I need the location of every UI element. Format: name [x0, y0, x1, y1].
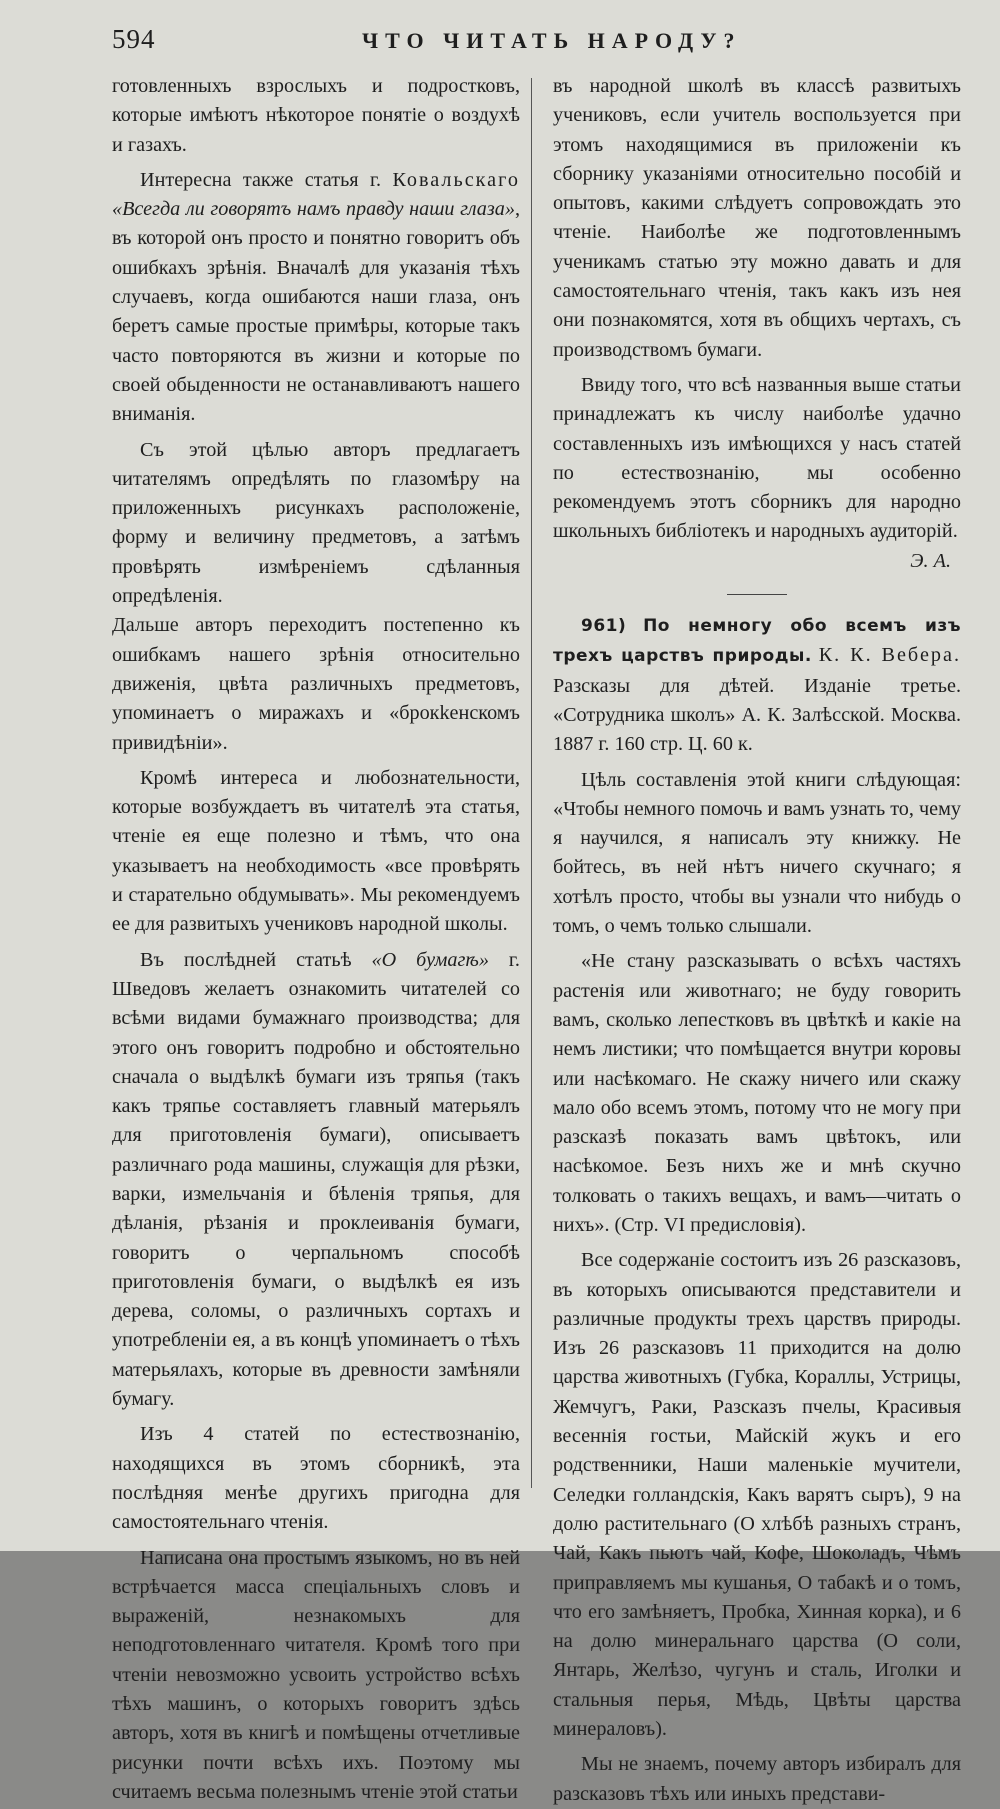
article-title: «Всегда ли говорятъ намъ правду наши глаза» [112, 198, 515, 221]
entry-author: К. К. Вебера. [818, 644, 962, 667]
paragraph: Дальше авторъ переходитъ постепенно къ ошибкамъ нашего зрѣнія относительно движенія, цвѣта различныхъ предметовъ, упоминаетъ о миражахъ и «брокkенскомъ привидѣніи». [112, 614, 520, 754]
reviewer-signature: Э. А. [910, 549, 951, 572]
paragraph: Все содержаніе состоитъ изъ 26 разсказовъ, въ которыхъ описываются представители и различные продукты трехъ царствъ природы. Изъ 26 разсказовъ 11 приходится на долю царства животныхъ (Губка, Кораллы, Устрицы, Жемчугъ, Раки, Разсказъ пчелы, Красивыя весеннія гостьи, Майскій жукъ и его родственники, Наши маленькіе мучители, Селедки голландскія, Какъ варятъ сыръ), 9 на долю растительнаго (О хлѣбѣ разныхъ странъ, Чай, Какъ пьютъ чай, Кофе, Шоколадъ, Чѣмъ приправляемъ мы кушанья, О табакѣ и о томъ, что его замѣняетъ, Пробка, Хинная корка), и 6 на долю минеральнаго царства (О соли, Янтарь, Желѣзо, чугунъ и сталь, Иголки и стальныя перья, Мѣдь, Цвѣты царства минераловъ). [553, 1249, 961, 1741]
author-name: Шведовъ [112, 977, 191, 1000]
right-column [553, 72, 961, 1809]
paragraph: Ввиду того, что всѣ названныя выше статьи принадлежатъ къ числу наиболѣе удачно составленныхъ изъ имѣющихся у насъ статей по естествознанію, мы особенно рекомендуемъ этотъ сборникъ для народно школьныхъ библіотекъ и народныхъ аудиторій. [553, 373, 961, 543]
page-number: 594 [112, 24, 156, 54]
left-column [112, 72, 520, 1807]
entry-number: 961) [581, 616, 627, 637]
paragraph: готовленныхъ взрослыхъ и подростковъ, которые имѣютъ нѣкоторое понятіе о воздухѣ и газахъ. [112, 75, 520, 156]
paragraph: Написана она простымъ языкомъ, но въ ней встрѣчается масса спеціальныхъ словъ и выраженій, незнакомыхъ для неподготовленнаго читателя. Кромѣ того при чтеніи невозможно усвоить устройство всѣхъ тѣхъ машинъ, о которыхъ говоритъ здѣсь авторъ, хотя въ книгѣ и помѣщены отчетливые рисунки почти всѣхъ ихъ. Поэтому мы считаемъ весьма полезнымъ чтеніе этой статьи [112, 1546, 520, 1803]
paragraph: Въ послѣдней статьѣ «О бумагѣ» г. Шведовъ желаетъ ознакомить читателей со всѣми видами бумажнаго производства; для этого онъ говоритъ подробно и обстоятельно сначала о выдѣлкѣ бумаги изъ тряпья (такъ какъ тряпье составляетъ главный матерьялъ для приготовленія бумаги), описываетъ различнаго рода машины, служащія для рѣзки, варки, измельчанія и бѣленія тряпья, для дѣланія, рѣзанія и проклеиванія бумаги, говоритъ о черпальномъ способѣ приготовленія бумаги, о выдѣлкѣ ея изъ дерева, соломы, о различныхъ сортахъ и употребленіи ея, а въ концѣ упоминаетъ о тѣхъ матерьялахъ, которые въ древности замѣняли бумагу. [112, 948, 520, 1411]
page-header [112, 24, 960, 64]
paragraph: Кромѣ интереса и любознательности, которые возбуждаетъ въ читателѣ эта статья, чтеніе ея еще полезно и тѣмъ, что она указываетъ на необходимость «все провѣрять и старательно обдумывать». Мы рекомендуемъ ее для развитыхъ учениковъ народной школы. [112, 766, 520, 936]
paragraph: Изъ 4 статей по естествознанію, находящихся въ этомъ сборникѣ, эта послѣдняя менѣе другихъ пригодна для самостоятельнаго чтенія. [112, 1423, 520, 1534]
bibliography-entry: 961) По немногу обо всемъ изъ трехъ царствъ природы. К. К. Вебера. Разсказы для дѣтей. Изданіе третье. «Сотрудника школъ» А. К. Залѣсской. Москва. 1887 г. 160 стр. Ц. 60 к. [553, 616, 962, 756]
paragraph: Цѣль составленія этой книги слѣдующая: «Чтобы немного помочь и вамъ узнать то, чему я научился, я написалъ эту книжку. Не бойтесь, въ ней нѣтъ ничего скучнаго; я хотѣлъ просто, чтобы вы узнали что нибудь о томъ, о чемъ только слышали. [553, 768, 961, 938]
entry-title: По немногу обо всемъ изъ трехъ царствъ природы. [553, 616, 962, 667]
column-divider [531, 78, 532, 1488]
section-divider [727, 594, 787, 595]
running-title: ЧТО ЧИТАТЬ НАРОДУ? [362, 28, 742, 53]
paragraph: Съ этой цѣлью авторъ предлагаетъ читателямъ опредѣлять по глазомѣру на приложенныхъ рисункахъ расположеніе, форму и величину предметовъ, а затѣмъ провѣрять измѣреніемъ сдѣланныя опредѣленія. [112, 438, 520, 608]
article-title: «О бумагѣ» [371, 948, 489, 971]
paragraph: «Не стану разсказывать о всѣхъ частяхъ растенія или животнаго; не буду говорить вамъ, сколько лепестковъ въ цвѣткѣ и какіе на немъ листики; что помѣщается внутри коровы или насѣкомаго. Не скажу ничего или скажу мало обо всемъ этомъ, потому что не могу при разсказѣ показать вамъ цвѣтокъ, или насѣкомое. Безъ нихъ же и мнѣ скучно толковать о такихъ вещахъ, и вамъ—читать о нихъ». (Стр. VI предисловія). [553, 950, 961, 1236]
paragraph: Интересна также статья г. Ковальскаго «Всегда ли говорятъ намъ правду наши глаза», въ которой онъ просто и понятно говоритъ объ ошибкахъ зрѣнія. Вначалѣ для указанія тѣхъ случаевъ, когда ошибаются наши глаза, онъ беретъ самые простые примѣры, которые такъ часто повторяются въ жизни и которые по своей обыденности не останавливаютъ нашего вниманія. [112, 168, 520, 426]
paragraph: Мы не знаемъ, почему авторъ избиралъ для разсказовъ тѣхъ или иныхъ представи- [553, 1753, 961, 1805]
author-name: Ковальскаго [392, 168, 520, 191]
paragraph: въ народной школѣ въ классѣ развитыхъ учениковъ, если учитель воспользуется при этомъ находящимися въ приложеніи къ сборнику указаніями относительно пособій и опытовъ, какими слѣдуетъ сопровождать это чтеніе. Наиболѣе же подготовленнымъ ученикамъ статью эту можно давать и для самостоятельнаго чтенія, такъ какъ изъ нея они познакомятся, хотя въ общихъ чертахъ, съ производствомъ бумаги. [553, 75, 961, 361]
